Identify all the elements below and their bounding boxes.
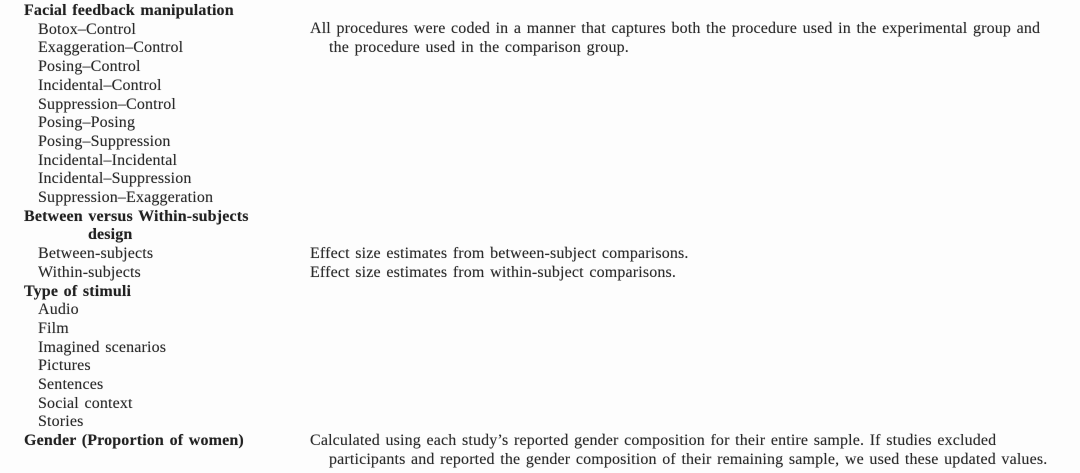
category-header-design-continuation: design [88,226,133,244]
subcategory-audio: Audio [38,301,79,319]
subcategory-sentences: Sentences [38,376,104,394]
subcategory-suppression-control: Suppression–Control [38,95,176,113]
subcategory-suppression-exaggeration: Suppression–Exaggeration [38,189,214,207]
subcategory-botox-control: Botox–Control [38,20,136,38]
category-header-between-vs-within: Between versus Within-subjects [24,207,249,225]
description-line: Effect size estimates from between-subject comparisons. [310,245,689,262]
subcategory-incidental-incidental: Incidental–Incidental [38,151,178,169]
description-gender [310,432,1047,469]
description-line: Effect size estimates from within-subject comparisons. [310,264,677,281]
description-line: the procedure used in the comparison group. [329,38,629,56]
category-header-gender: Gender (Proportion of women) [24,432,244,450]
subcategory-social-context: Social context [38,394,133,412]
subcategory-posing-control: Posing–Control [38,58,141,76]
subcategory-within-subjects: Within-subjects [38,263,141,281]
subcategory-incidental-suppression: Incidental–Suppression [38,170,192,188]
description-within-subjects [310,264,676,283]
subcategory-between-subjects: Between-subjects [38,245,154,263]
subcategory-imagined-scenarios: Imagined scenarios [38,338,167,356]
subcategory-posing-suppression: Posing–Suppression [38,132,171,150]
subcategory-stories: Stories [38,413,84,431]
description-line: Calculated using each study’s reported gender composition for their entire sample. If studies excluded [310,432,997,449]
description-line: participants and reported the gender composition of their remaining sample, we used these updated values. [329,450,1048,468]
subcategory-film: Film [38,319,69,337]
description-line: All procedures were coded in a manner that captures both the procedure used in the experimental group and [310,20,1041,37]
description-facial-feedback [310,20,1040,57]
subcategory-pictures: Pictures [38,357,91,375]
subcategory-incidental-control: Incidental–Control [38,76,162,94]
subcategory-exaggeration-control: Exaggeration–Control [38,39,184,57]
description-between-subjects [310,245,689,264]
category-column [0,2,300,451]
category-header-type-of-stimuli: Type of stimuli [24,282,132,300]
category-header-facial-feedback: Facial feedback manipulation [24,2,234,19]
subcategory-posing-posing: Posing–Posing [38,114,136,132]
